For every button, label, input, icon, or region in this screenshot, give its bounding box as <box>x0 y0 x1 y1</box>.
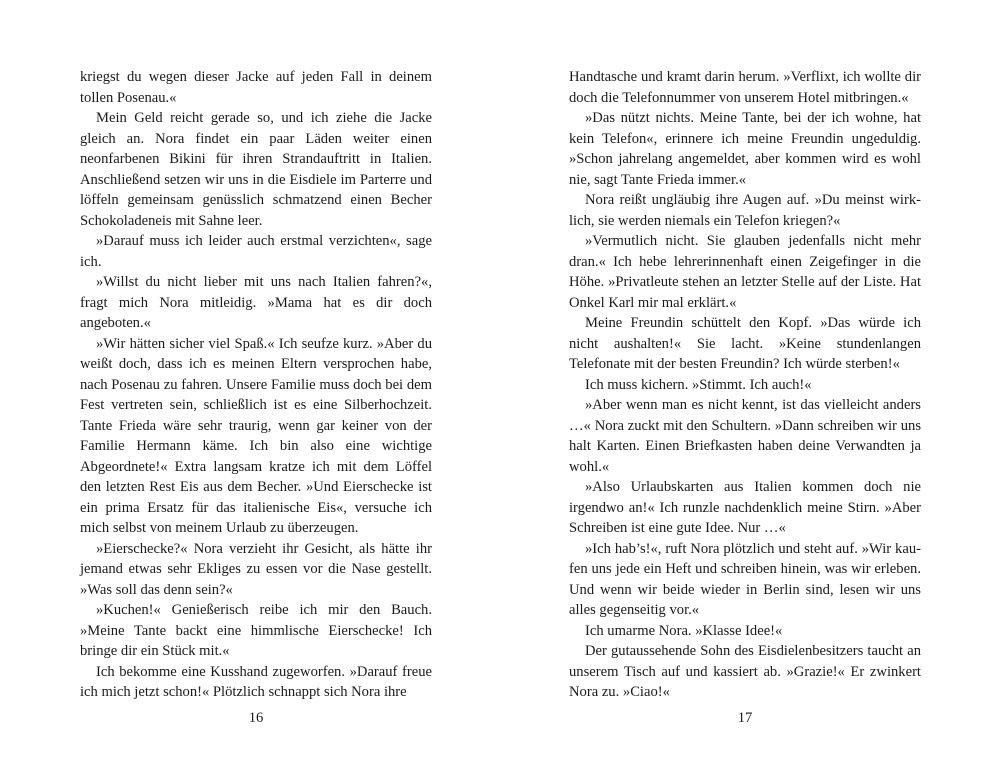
paragraph: »Aber wenn man es nicht kennt, ist das vielleicht anders …« Nora zuckt mit den Schultern. »Dann schreiben wir uns halt Karten. Einen Briefkasten haben deine Verwandten ja wohl.« <box>569 397 921 475</box>
paragraph: Ich muss kichern. »Stimmt. Ich auch!« <box>585 376 812 393</box>
paragraph: Der gutaussehende Sohn des Eisdielenbesitzers taucht an unserem Tisch auf und kassiert ab. »Grazie!« Er zwinkert Nora zu. »Ciao!« <box>569 643 921 700</box>
paragraph: Nora reißt ungläubig ihre Augen auf. »Du meinst wirklich, sie werden niemals ein Telefon kriegen?« <box>569 192 921 229</box>
right-page <box>569 0 921 778</box>
paragraph: »Wir hätten sicher viel Spaß.« Ich seufze kurz. »Aber du weißt doch, dass ich es meinen Eltern versprochen habe, nach Posenau zu fahren. Unsere Familie muss doch bei dem Fest vertreten sein, schließlich ist es eine Silberhochzeit. Tante Frieda wäre sehr traurig, wenn gar keiner von der Familie Hermann käme. Ich bin also eine wichtige Abgeordnete!« Extra langsam kratze ich mit dem Löffel den letzten Rest Eis aus dem Becher. »Und Eierschecke ist ein prima Ersatz für das italienische Eis«, versuche ich mich selbst von meinem Urlaub zu überzeugen. <box>80 335 432 536</box>
paragraph: »Also Urlaubskarten aus Italien kommen doch nie irgendwo an!« Ich runzle nachdenklich meine Stirn. »Aber Schreiben ist eine gute Idee. Nur …« <box>569 479 921 536</box>
paragraph: Mein Geld reicht gerade so, und ich ziehe die Jacke gleich an. Nora findet ein paar Läden weiter einen neonfarbenen Bikini für ihren Strandauftritt in Italien. Anschließend setzen wir uns in die Eisdiele im Parterre und löffeln gemeinsam genüsslich schmatzend einen Becher Schokoladeneis mit Sahne leer. <box>80 110 432 229</box>
paragraph: kriegst du wegen dieser Jacke auf jeden Fall in deinem tollen Posenau.« <box>80 69 432 106</box>
paragraph: »Das nützt nichts. Meine Tante, bei der ich wohne, hat kein Telefon«, erinnere ich meine Freundin ungeduldig. »Schon jahrelang angemeldet, aber kommen wird es wohl nie, sagt Tante Frieda immer.« <box>569 110 921 188</box>
paragraph: »Vermutlich nicht. Sie glauben jedenfalls nicht mehr dran.« Ich hebe lehrerinnenhaft einen Zeigefinger in die Höhe. »Privatleute stehen an letzter Stelle auf der Liste. Hat Onkel Karl mir mal erklärt.« <box>569 233 921 311</box>
paragraph: »Ich hab’s!«, ruft Nora plötzlich und steht auf. »Wir kaufen uns jede ein Heft und schreiben hinein, was wir erleben. Und wenn wir beide wieder in Berlin sind, lesen wir uns alles gegenseitig vor.« <box>569 540 921 618</box>
left-page-text <box>80 67 432 703</box>
paragraph: Meine Freundin schüttelt den Kopf. »Das würde ich nicht aushalten!« Sie lacht. »Keine stundenlangen Telefonate mit der besten Freundin? Ich würde sterben!« <box>569 315 921 372</box>
paragraph: »Darauf muss ich leider auch erstmal verzichten«, sage ich. <box>80 233 432 270</box>
right-page-text <box>569 67 921 703</box>
paragraph: Ich umarme Nora. »Klasse Idee!« <box>585 622 783 639</box>
paragraph: Handtasche und kramt darin herum. »Verflixt, ich wollte dir doch die Telefonnummer von unserem Hotel mitbringen.« <box>569 69 921 106</box>
left-page <box>80 0 432 778</box>
page-number-right: 17 <box>737 710 753 726</box>
paragraph: »Willst du nicht lieber mit uns nach Italien fahren?«, fragt mich Nora mitleidig. »Mama hat es dir doch angeboten.« <box>80 274 432 331</box>
paragraph: »Kuchen!« Genießerisch reibe ich mir den Bauch. »Meine Tante backt eine himmlische Eierschecke! Ich bringe dir ein Stück mit.« <box>80 602 432 659</box>
paragraph: Ich bekomme eine Kusshand zugeworfen. »Darauf freue ich mich jetzt schon!« Plötzlich schnappt sich Nora ihre <box>80 663 432 700</box>
paragraph: »Eierschecke?« Nora verzieht ihr Gesicht, als hätte ihr jemand etwas sehr Ekliges zu essen vor die Nase gestellt. »Was soll das denn sein?« <box>80 540 432 598</box>
page-number-left: 16 <box>248 710 264 726</box>
